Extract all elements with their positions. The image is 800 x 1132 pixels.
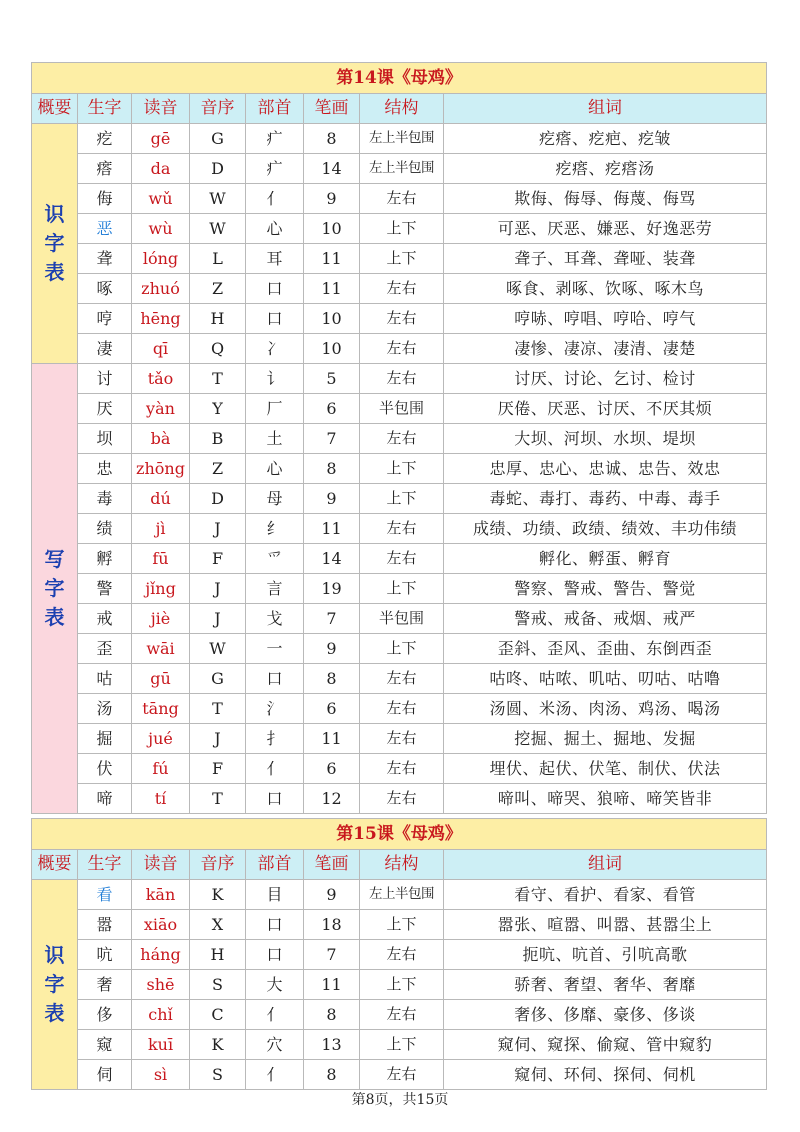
- lesson-tables: [31, 62, 766, 1090]
- stroke-count: 9: [304, 184, 360, 214]
- word-examples: 欺侮、侮辱、侮蔑、侮骂: [444, 184, 767, 214]
- phonetic-order: Y: [190, 394, 246, 424]
- word-examples: 歪斜、歪风、歪曲、东倒西歪: [444, 634, 767, 664]
- structure: 左右: [360, 304, 444, 334]
- section-label: [32, 364, 78, 814]
- stroke-count: 12: [304, 784, 360, 814]
- character: 侈: [78, 1000, 132, 1030]
- pinyin: da: [132, 154, 190, 184]
- word-examples: 啼叫、啼哭、狼啼、啼笑皆非: [444, 784, 767, 814]
- column-header: 读音: [132, 850, 190, 880]
- phonetic-order: D: [190, 154, 246, 184]
- structure: 左右: [360, 1000, 444, 1030]
- word-examples: 厌倦、厌恶、讨厌、不厌其烦: [444, 394, 767, 424]
- word-examples: 扼吭、吭首、引吭高歌: [444, 940, 767, 970]
- word-examples: 挖掘、掘土、掘地、发掘: [444, 724, 767, 754]
- word-examples: 毒蛇、毒打、毒药、中毒、毒手: [444, 484, 767, 514]
- structure: 左右: [360, 274, 444, 304]
- word-examples: 凄惨、凄凉、凄清、凄楚: [444, 334, 767, 364]
- phonetic-order: X: [190, 910, 246, 940]
- word-examples: 咕咚、咕哝、叽咕、叨咕、咕噜: [444, 664, 767, 694]
- radical: 亻: [246, 1060, 304, 1090]
- word-examples: 疙瘩、疙疤、疙皱: [444, 124, 767, 154]
- structure: 左右: [360, 940, 444, 970]
- table-row: [32, 124, 767, 154]
- lesson-table: [31, 62, 767, 814]
- table-row: [32, 970, 767, 1000]
- stroke-count: 11: [304, 514, 360, 544]
- column-header: 结构: [360, 850, 444, 880]
- phonetic-order: F: [190, 544, 246, 574]
- table-row: [32, 784, 767, 814]
- radical: 疒: [246, 154, 304, 184]
- structure: 左右: [360, 754, 444, 784]
- stroke-count: 7: [304, 604, 360, 634]
- stroke-count: 8: [304, 1000, 360, 1030]
- section-label: [32, 124, 78, 364]
- stroke-count: 9: [304, 880, 360, 910]
- column-header-row: [32, 94, 767, 124]
- radical: 大: [246, 970, 304, 1000]
- pinyin: wù: [132, 214, 190, 244]
- radical: 口: [246, 274, 304, 304]
- structure: 左右: [360, 784, 444, 814]
- radical: 言: [246, 574, 304, 604]
- radical: 冫: [246, 334, 304, 364]
- word-examples: 嚣张、喧嚣、叫嚣、甚嚣尘上: [444, 910, 767, 940]
- pinyin: fū: [132, 544, 190, 574]
- section-label-char: 表: [44, 1001, 65, 1025]
- radical: 氵: [246, 694, 304, 724]
- column-header: 音序: [190, 94, 246, 124]
- word-examples: 警戒、戒备、戒烟、戒严: [444, 604, 767, 634]
- column-header-row: [32, 850, 767, 880]
- radical: 疒: [246, 124, 304, 154]
- phonetic-order: G: [190, 664, 246, 694]
- word-examples: 啄食、剥啄、饮啄、啄木鸟: [444, 274, 767, 304]
- column-header: 结构: [360, 94, 444, 124]
- column-header: 部首: [246, 94, 304, 124]
- word-examples: 聋子、耳聋、聋哑、装聋: [444, 244, 767, 274]
- character: 绩: [78, 514, 132, 544]
- structure: 上下: [360, 970, 444, 1000]
- structure: 半包围: [360, 394, 444, 424]
- radical: 爫: [246, 544, 304, 574]
- stroke-count: 11: [304, 724, 360, 754]
- structure: 上下: [360, 1030, 444, 1060]
- structure: 左右: [360, 364, 444, 394]
- radical: 厂: [246, 394, 304, 424]
- table-row: [32, 484, 767, 514]
- structure: 半包围: [360, 604, 444, 634]
- section-label-char: 识: [44, 943, 65, 967]
- table-row: [32, 274, 767, 304]
- stroke-count: 6: [304, 694, 360, 724]
- character: 聋: [78, 244, 132, 274]
- table-row: [32, 304, 767, 334]
- phonetic-order: H: [190, 940, 246, 970]
- pinyin: tǎo: [132, 364, 190, 394]
- character: 掘: [78, 724, 132, 754]
- pinyin: háng: [132, 940, 190, 970]
- stroke-count: 8: [304, 1060, 360, 1090]
- character: 警: [78, 574, 132, 604]
- pinyin: gū: [132, 664, 190, 694]
- stroke-count: 8: [304, 664, 360, 694]
- character: 侮: [78, 184, 132, 214]
- structure: 左右: [360, 724, 444, 754]
- table-row: [32, 634, 767, 664]
- pinyin: kuī: [132, 1030, 190, 1060]
- phonetic-order: T: [190, 784, 246, 814]
- character: 忠: [78, 454, 132, 484]
- pinyin: gē: [132, 124, 190, 154]
- stroke-count: 5: [304, 364, 360, 394]
- word-examples: 骄奢、奢望、奢华、奢靡: [444, 970, 767, 1000]
- phonetic-order: L: [190, 244, 246, 274]
- structure: 上下: [360, 454, 444, 484]
- pinyin: zhōng: [132, 454, 190, 484]
- character: 恶: [78, 214, 132, 244]
- radical: 口: [246, 940, 304, 970]
- vocab-sheet: [31, 62, 766, 1090]
- column-header: 笔画: [304, 94, 360, 124]
- character: 哼: [78, 304, 132, 334]
- pinyin: jì: [132, 514, 190, 544]
- character: 伺: [78, 1060, 132, 1090]
- stroke-count: 13: [304, 1030, 360, 1060]
- radical: 心: [246, 454, 304, 484]
- table-row: [32, 154, 767, 184]
- word-examples: 汤圆、米汤、肉汤、鸡汤、喝汤: [444, 694, 767, 724]
- structure: 左右: [360, 1060, 444, 1090]
- phonetic-order: T: [190, 694, 246, 724]
- column-header: 概要: [32, 850, 78, 880]
- table-row: [32, 424, 767, 454]
- phonetic-order: D: [190, 484, 246, 514]
- pinyin: dú: [132, 484, 190, 514]
- phonetic-order: B: [190, 424, 246, 454]
- pinyin: chǐ: [132, 1000, 190, 1030]
- radical: 口: [246, 664, 304, 694]
- column-header: 生字: [78, 850, 132, 880]
- radical: 纟: [246, 514, 304, 544]
- stroke-count: 6: [304, 394, 360, 424]
- pinyin: lóng: [132, 244, 190, 274]
- pinyin: kān: [132, 880, 190, 910]
- section-label-char: 字: [44, 972, 65, 996]
- column-header: 笔画: [304, 850, 360, 880]
- table-row: [32, 214, 767, 244]
- structure: 左右: [360, 424, 444, 454]
- table-row: [32, 1000, 767, 1030]
- phonetic-order: Z: [190, 274, 246, 304]
- word-examples: 窥伺、环伺、探伺、伺机: [444, 1060, 767, 1090]
- table-row: [32, 754, 767, 784]
- lesson-title: 第14课《母鸡》: [32, 63, 767, 94]
- character: 窥: [78, 1030, 132, 1060]
- radical: 扌: [246, 724, 304, 754]
- table-row: [32, 454, 767, 484]
- pinyin: xiāo: [132, 910, 190, 940]
- stroke-count: 14: [304, 544, 360, 574]
- character: 嚣: [78, 910, 132, 940]
- pinyin: sì: [132, 1060, 190, 1090]
- pinyin: yàn: [132, 394, 190, 424]
- table-row: [32, 334, 767, 364]
- character: 啄: [78, 274, 132, 304]
- stroke-count: 14: [304, 154, 360, 184]
- pinyin: wǔ: [132, 184, 190, 214]
- radical: 亻: [246, 1000, 304, 1030]
- phonetic-order: K: [190, 880, 246, 910]
- column-header: 组词: [444, 850, 767, 880]
- lesson-title-row: [32, 63, 767, 94]
- radical: 目: [246, 880, 304, 910]
- phonetic-order: Q: [190, 334, 246, 364]
- column-header: 读音: [132, 94, 190, 124]
- stroke-count: 8: [304, 124, 360, 154]
- column-header: 部首: [246, 850, 304, 880]
- stroke-count: 7: [304, 940, 360, 970]
- structure: 上下: [360, 910, 444, 940]
- table-row: [32, 364, 767, 394]
- character: 奢: [78, 970, 132, 1000]
- section-label-char: 表: [44, 260, 65, 284]
- word-examples: 警察、警戒、警告、警觉: [444, 574, 767, 604]
- radical: 耳: [246, 244, 304, 274]
- lesson-table: [31, 818, 767, 1090]
- structure: 左右: [360, 514, 444, 544]
- phonetic-order: C: [190, 1000, 246, 1030]
- stroke-count: 11: [304, 970, 360, 1000]
- table-row: [32, 1030, 767, 1060]
- table-row: [32, 880, 767, 910]
- phonetic-order: W: [190, 184, 246, 214]
- page-footer: 第8页，共15页: [351, 1092, 449, 1108]
- phonetic-order: J: [190, 574, 246, 604]
- stroke-count: 8: [304, 454, 360, 484]
- pinyin: tāng: [132, 694, 190, 724]
- stroke-count: 9: [304, 634, 360, 664]
- stroke-count: 18: [304, 910, 360, 940]
- stroke-count: 11: [304, 244, 360, 274]
- structure: 上下: [360, 574, 444, 604]
- stroke-count: 6: [304, 754, 360, 784]
- character: 孵: [78, 544, 132, 574]
- section-label: [32, 880, 78, 1090]
- column-header: 概要: [32, 94, 78, 124]
- structure: 上下: [360, 214, 444, 244]
- pinyin: jǐng: [132, 574, 190, 604]
- table-row: [32, 724, 767, 754]
- word-examples: 大坝、河坝、水坝、堤坝: [444, 424, 767, 454]
- table-row: [32, 694, 767, 724]
- phonetic-order: F: [190, 754, 246, 784]
- section-label-char: 表: [44, 605, 65, 629]
- word-examples: 忠厚、忠心、忠诚、忠告、效忠: [444, 454, 767, 484]
- table-row: [32, 664, 767, 694]
- phonetic-order: W: [190, 634, 246, 664]
- phonetic-order: H: [190, 304, 246, 334]
- table-row: [32, 184, 767, 214]
- character: 歪: [78, 634, 132, 664]
- word-examples: 窥伺、窥探、偷窥、管中窥豹: [444, 1030, 767, 1060]
- radical: 母: [246, 484, 304, 514]
- section-label-char: 识: [44, 202, 65, 226]
- section-label-char: 字: [44, 231, 65, 255]
- radical: 心: [246, 214, 304, 244]
- lesson-title-row: [32, 819, 767, 850]
- pinyin: jiè: [132, 604, 190, 634]
- pinyin: bà: [132, 424, 190, 454]
- stroke-count: 7: [304, 424, 360, 454]
- character: 瘩: [78, 154, 132, 184]
- word-examples: 孵化、孵蛋、孵育: [444, 544, 767, 574]
- character: 毒: [78, 484, 132, 514]
- table-row: [32, 544, 767, 574]
- phonetic-order: J: [190, 604, 246, 634]
- word-examples: 成绩、功绩、政绩、绩效、丰功伟绩: [444, 514, 767, 544]
- structure: 左上半包围: [360, 124, 444, 154]
- character: 厌: [78, 394, 132, 424]
- character: 啼: [78, 784, 132, 814]
- word-examples: 讨厌、讨论、乞讨、检讨: [444, 364, 767, 394]
- stroke-count: 10: [304, 214, 360, 244]
- phonetic-order: K: [190, 1030, 246, 1060]
- table-row: [32, 514, 767, 544]
- column-header: 组词: [444, 94, 767, 124]
- phonetic-order: S: [190, 970, 246, 1000]
- phonetic-order: J: [190, 514, 246, 544]
- character: 坝: [78, 424, 132, 454]
- table-row: [32, 910, 767, 940]
- phonetic-order: Z: [190, 454, 246, 484]
- character: 吭: [78, 940, 132, 970]
- stroke-count: 19: [304, 574, 360, 604]
- pinyin: shē: [132, 970, 190, 1000]
- radical: 一: [246, 634, 304, 664]
- radical: 土: [246, 424, 304, 454]
- section-label-char: 写: [44, 547, 65, 571]
- structure: 上下: [360, 484, 444, 514]
- column-header: 生字: [78, 94, 132, 124]
- radical: 口: [246, 784, 304, 814]
- radical: 讠: [246, 364, 304, 394]
- table-row: [32, 244, 767, 274]
- word-examples: 埋伏、起伏、伏笔、制伏、伏法: [444, 754, 767, 784]
- pinyin: wāi: [132, 634, 190, 664]
- word-examples: 可恶、厌恶、嫌恶、好逸恶劳: [444, 214, 767, 244]
- structure: 左右: [360, 694, 444, 724]
- pinyin: fú: [132, 754, 190, 784]
- radical: 穴: [246, 1030, 304, 1060]
- stroke-count: 10: [304, 334, 360, 364]
- structure: 左上半包围: [360, 154, 444, 184]
- character: 凄: [78, 334, 132, 364]
- structure: 左上半包围: [360, 880, 444, 910]
- column-header: 音序: [190, 850, 246, 880]
- pinyin: tí: [132, 784, 190, 814]
- word-examples: 奢侈、侈靡、豪侈、侈谈: [444, 1000, 767, 1030]
- table-row: [32, 574, 767, 604]
- table-row: [32, 1060, 767, 1090]
- pinyin: zhuó: [132, 274, 190, 304]
- radical: 亻: [246, 184, 304, 214]
- radical: 戈: [246, 604, 304, 634]
- character: 看: [78, 880, 132, 910]
- structure: 上下: [360, 634, 444, 664]
- radical: 口: [246, 304, 304, 334]
- phonetic-order: W: [190, 214, 246, 244]
- table-row: [32, 940, 767, 970]
- structure: 左右: [360, 664, 444, 694]
- pinyin: jué: [132, 724, 190, 754]
- pinyin: qī: [132, 334, 190, 364]
- radical: 口: [246, 910, 304, 940]
- table-row: [32, 394, 767, 424]
- stroke-count: 10: [304, 304, 360, 334]
- phonetic-order: S: [190, 1060, 246, 1090]
- character: 咕: [78, 664, 132, 694]
- stroke-count: 9: [304, 484, 360, 514]
- character: 讨: [78, 364, 132, 394]
- phonetic-order: J: [190, 724, 246, 754]
- character: 伏: [78, 754, 132, 784]
- phonetic-order: T: [190, 364, 246, 394]
- section-label-char: 字: [44, 576, 65, 600]
- character: 汤: [78, 694, 132, 724]
- character: 戒: [78, 604, 132, 634]
- phonetic-order: G: [190, 124, 246, 154]
- word-examples: 看守、看护、看家、看管: [444, 880, 767, 910]
- stroke-count: 11: [304, 274, 360, 304]
- word-examples: 哼哧、哼唱、哼哈、哼气: [444, 304, 767, 334]
- table-row: [32, 604, 767, 634]
- pinyin: hēng: [132, 304, 190, 334]
- structure: 上下: [360, 244, 444, 274]
- structure: 左右: [360, 334, 444, 364]
- lesson-title: 第15课《母鸡》: [32, 819, 767, 850]
- structure: 左右: [360, 184, 444, 214]
- character: 疙: [78, 124, 132, 154]
- radical: 亻: [246, 754, 304, 784]
- structure: 左右: [360, 544, 444, 574]
- word-examples: 疙瘩、疙瘩汤: [444, 154, 767, 184]
